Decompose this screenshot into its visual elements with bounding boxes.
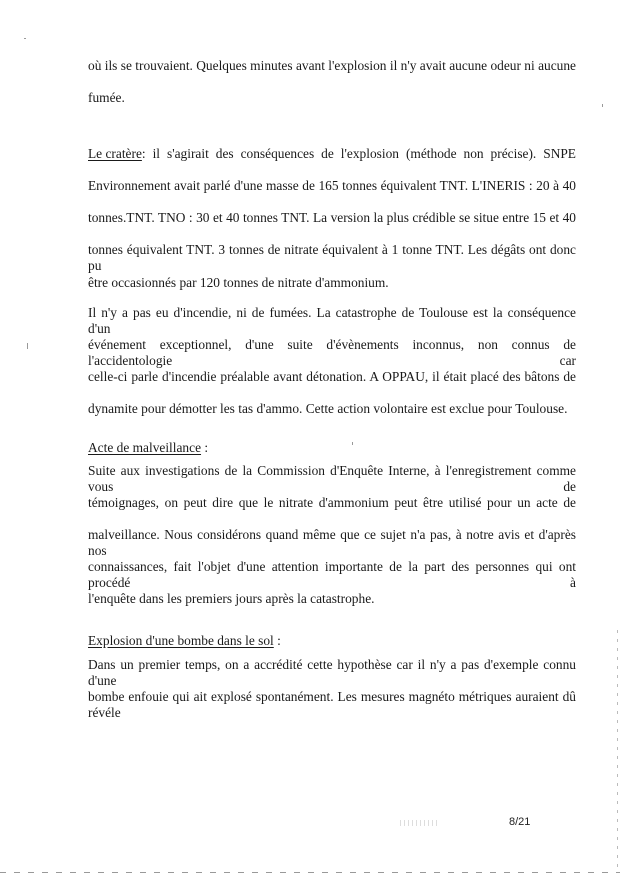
scan-edge-bottom	[0, 872, 620, 873]
heading-suffix: :	[273, 633, 281, 648]
text-line: connaissances, fait l'objet d'une attention importante de la part des personnes qui ont procédé à	[88, 559, 576, 590]
heading-suffix: :	[201, 440, 209, 455]
text-line: celle-ci parle d'incendie préalable avant détonation. A OPPAU, il était placé des bâtons de	[88, 369, 576, 384]
text-line-with-heading	[88, 146, 576, 162]
scan-speck	[27, 343, 28, 349]
text-line: Dans un premier temps, on a accrédité cette hypothèse car il n'y a pas d'exemple connu d'une	[88, 657, 576, 688]
text-line: malveillance. Nous considérons quand même que ce sujet n'a pas, à notre avis et d'après nos	[88, 527, 576, 558]
scan-speck	[602, 104, 603, 107]
text-line: bombe enfouie qui ait explosé spontanément. Les mesures magnéto métriques auraient dû révéle	[88, 689, 576, 720]
text-line: dynamite pour démotter les tas d'ammo. Cette action volontaire est exclue pour Toulouse.	[88, 401, 568, 416]
text-line-with-heading	[88, 440, 576, 456]
page-number: 8/21	[509, 816, 531, 828]
scan-speck	[352, 442, 353, 445]
text-line: l'enquête dans les premiers jours après la catastrophe.	[88, 591, 375, 606]
section-heading-cratere: Le cratère	[88, 146, 142, 161]
text-line: événement exceptionnel, d'une suite d'évènements inconnus, non connus de l'accidentologie car	[88, 337, 576, 368]
text-line: Il n'y a pas eu d'incendie, ni de fumées. La catastrophe de Toulouse est la conséquence d'un	[88, 305, 576, 336]
text-line: fumée.	[88, 90, 125, 105]
text-line-with-heading	[88, 633, 576, 649]
text-line: tonnes équivalent TNT. 3 tonnes de nitrate équivalent à 1 tonne TNT. Les dégâts ont donc pu	[88, 242, 576, 273]
text-line: : il s'agirait des conséquences de l'explosion (méthode non précise). SNPE	[141, 146, 576, 161]
text-line: Suite aux investigations de la Commission d'Enquête Interne, à l'enregistrement comme vous de	[88, 463, 576, 494]
scan-speck	[24, 38, 26, 39]
text-line: être occasionnés par 120 tonnes de nitrate d'ammonium.	[88, 275, 389, 290]
text-line: Environnement avait parlé d'une masse de 165 tonnes équivalent TNT. L'INERIS : 20 à 40	[88, 178, 576, 193]
text-line: témoignages, on peut dire que le nitrate d'ammonium peut être utilisé pour un acte de	[88, 495, 576, 510]
scan-edge-right	[617, 630, 618, 870]
scan-noise	[400, 820, 440, 826]
section-heading-malveillance: Acte de malveillance	[88, 440, 202, 455]
text-line: tonnes.TNT. TNO : 30 et 40 tonnes TNT. La version la plus crédible se situe entre 15 et 40	[88, 210, 576, 225]
section-heading-bombe: Explosion d'une bombe dans le sol	[88, 633, 274, 648]
text-line: où ils se trouvaient. Quelques minutes avant l'explosion il n'y avait aucune odeur ni aucune	[88, 58, 576, 73]
